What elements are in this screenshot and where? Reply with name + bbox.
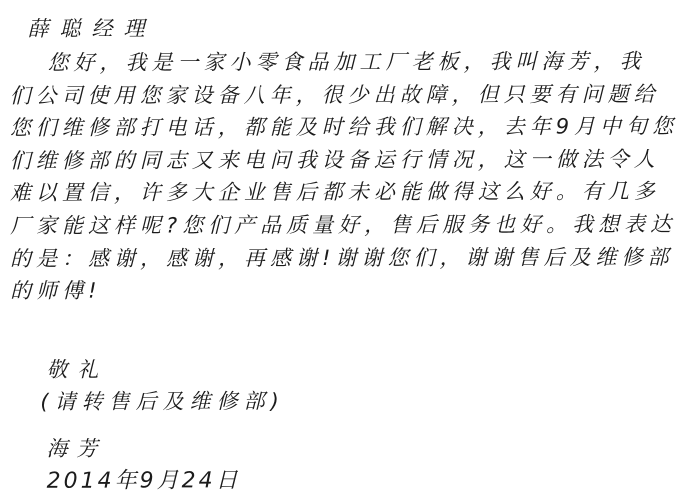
body-line: 难以置信，许多大企业售后都未必能做得这么好。有几多	[9, 179, 660, 206]
salutation: 薛聪经理	[27, 16, 156, 41]
body-line: 们维修部的同志又来电问我设备运行情况，这一做法令人	[9, 146, 660, 173]
body-line: 们公司使用您家设备八年，很少出故障，但只要有问题给	[9, 81, 660, 108]
body-line: 厂家能这样呢?您们产品质量好，售后服务也好。我想表达	[9, 212, 677, 238]
date: 2014年9月24日	[46, 467, 241, 494]
body-line: 的是：感谢，感谢，再感谢!谢谢您们，谢谢售后及维修部	[9, 244, 674, 271]
closing-salute: 敬礼	[46, 357, 109, 382]
body-line: 您好，我是一家小零食品加工厂老板，我叫海芳，我	[47, 49, 646, 75]
routing-note: (请转售后及维修部)	[40, 389, 285, 415]
body-line: 的师傅!	[10, 278, 102, 304]
body-line: 您们维修部打电话，都能及时给我们解决，去年9月中旬您	[9, 114, 679, 141]
signature: 海芳	[46, 436, 107, 461]
